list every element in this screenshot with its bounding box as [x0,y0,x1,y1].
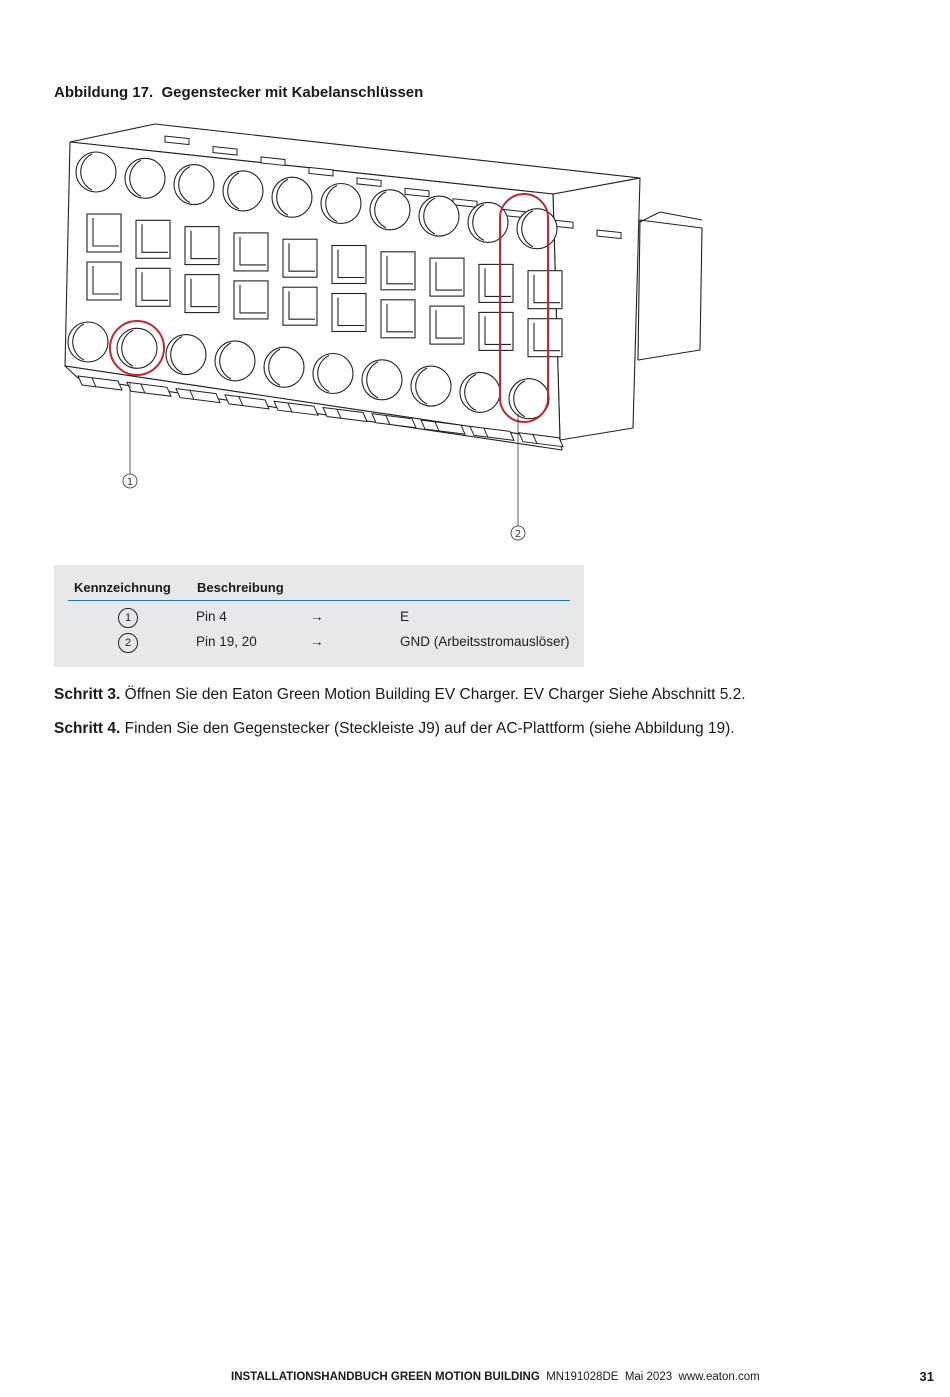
step-3 [54,686,746,704]
step-text: Finden Sie den Gegenstecker (Steckleiste J9) auf der AC-Plattform (siehe Abbildung 19). [124,720,735,737]
step-label: Schritt 3. [54,686,121,703]
figure-title [54,84,423,101]
legend-row [54,608,584,630]
page-number: 31 [919,1369,934,1384]
legend-header-desc: Beschreibung [197,580,284,595]
legend-divider [68,600,570,601]
figure-number: Abbildung 17. [54,84,154,101]
legend-description: GND (Arbeitsstromauslöser) [400,634,570,649]
legend-callout-number: 2 [118,633,138,653]
legend-callout-number: 1 [118,608,138,628]
page-footer [231,1371,760,1383]
arrow-icon: → [310,634,324,649]
legend-pin: Pin 19, 20 [196,634,257,649]
step-text: Öffnen Sie den Eaton Green Motion Building EV Charger. EV Charger Siehe Abschnitt 5.2. [124,686,746,703]
legend-pin: Pin 4 [196,609,227,624]
legend-row [54,633,584,655]
figure-caption: Gegenstecker mit Kabelanschlüssen [161,84,424,101]
legend-table [54,565,584,667]
step-label: Schritt 4. [54,720,121,737]
callout-label-1: 1 [126,477,134,488]
callout-label-2: 2 [514,529,522,540]
arrow-icon: → [310,609,324,624]
footer-doc-id: MN191028DE [546,1371,619,1383]
legend-description: E [400,609,410,624]
footer-url: www.eaton.com [678,1371,760,1383]
connector-illustration [50,110,730,550]
legend-header-label: Kennzeichnung [74,580,171,595]
footer-title: INSTALLATIONSHANDBUCH GREEN MOTION BUILDING [231,1371,540,1383]
step-4 [54,720,735,738]
footer-date: Mai 2023 [624,1371,673,1383]
